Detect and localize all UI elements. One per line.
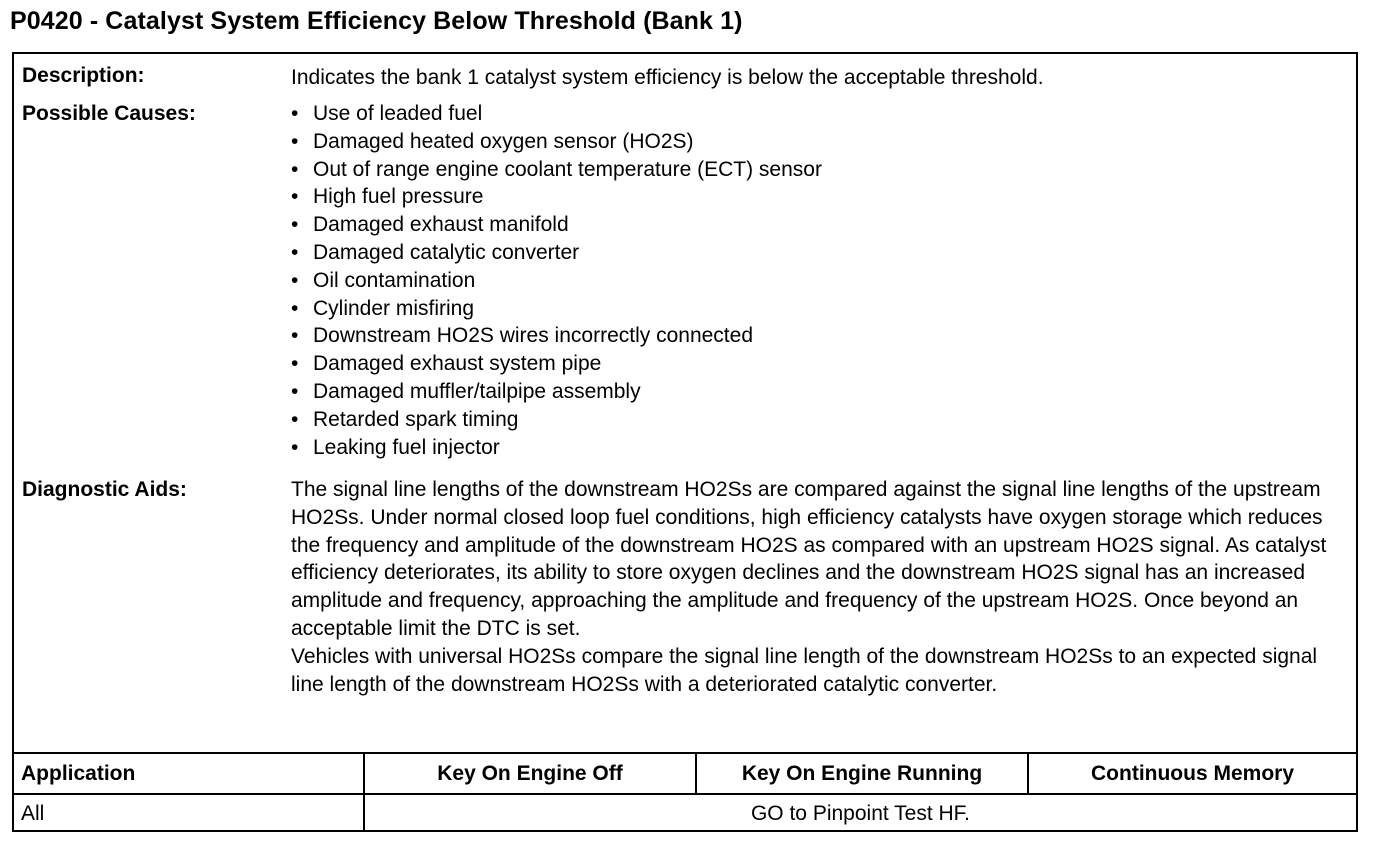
page-title: P0420 - Catalyst System Efficiency Below Threshold (Bank 1): [10, 7, 743, 35]
header-continuous-memory: Continuous Memory: [1091, 761, 1294, 785]
header-key-on-engine-off: Key On Engine Off: [365, 754, 697, 793]
cell-application-value: All: [14, 795, 365, 832]
cause-item: • Damaged catalytic converter: [291, 239, 1351, 267]
diagnostic-aids-label: Diagnostic Aids:: [22, 478, 187, 501]
table-header-row: [14, 754, 1356, 795]
cause-item: • Out of range engine coolant temperature (ECT) sensor: [291, 156, 1351, 184]
table-row: [14, 795, 1356, 832]
cause-item: • Damaged exhaust system pipe: [291, 350, 1351, 378]
possible-causes-list: [291, 100, 1351, 461]
header-key-on-engine-running: Key On Engine Running: [697, 754, 1029, 793]
header-application: Application: [14, 754, 365, 793]
cause-item: • Cylinder misfiring: [291, 295, 1351, 323]
cause-item: • Damaged heated oxygen sensor (HO2S): [291, 128, 1351, 156]
application-table: [14, 752, 1356, 832]
cause-item: • Downstream HO2S wires incorrectly connected: [291, 322, 1351, 350]
cause-item: • Use of leaded fuel: [291, 100, 1351, 128]
cause-item: • Damaged exhaust manifold: [291, 211, 1351, 239]
diagnostic-aids-paragraph: Vehicles with universal HO2Ss compare the signal line length of the downstream HO2Ss to an expected signal line length of the downstream HO2Ss with a deteriorated catalytic converter.: [291, 644, 1318, 696]
description-label: Description:: [22, 64, 145, 87]
dtc-info-box: [12, 52, 1358, 832]
diagnostic-aids-paragraph: The signal line lengths of the downstream HO2Ss are compared against the signal line lengths of the upstream HO2Ss. Under normal closed loop fuel conditions, high efficiency catalysts have oxygen storage which reduces the frequency and amplitude of the downstream HO2S as compared with an upstream HO2S signal. As catalyst efficiency deteriorates, its ability to store oxygen declines and the downstream HO2S signal has an increased amplitude and frequency, approaching the amplitude and frequency of the upstream HO2S. Once beyond an acceptable limit the DTC is set.: [291, 478, 1327, 640]
description-text: Indicates the bank 1 catalyst system efficiency is below the acceptable threshold.: [291, 66, 1044, 89]
possible-causes-label: Possible Causes:: [22, 102, 196, 125]
cell-pinpoint-test-action: GO to Pinpoint Test HF.: [750, 801, 971, 825]
cause-item: • Leaking fuel injector: [291, 434, 1351, 462]
cause-item: • Oil contamination: [291, 267, 1351, 295]
cause-item: • High fuel pressure: [291, 183, 1351, 211]
cause-item: • Retarded spark timing: [291, 406, 1351, 434]
cause-item: • Damaged muffler/tailpipe assembly: [291, 378, 1351, 406]
diagnostic-aids-text: [291, 476, 1336, 698]
